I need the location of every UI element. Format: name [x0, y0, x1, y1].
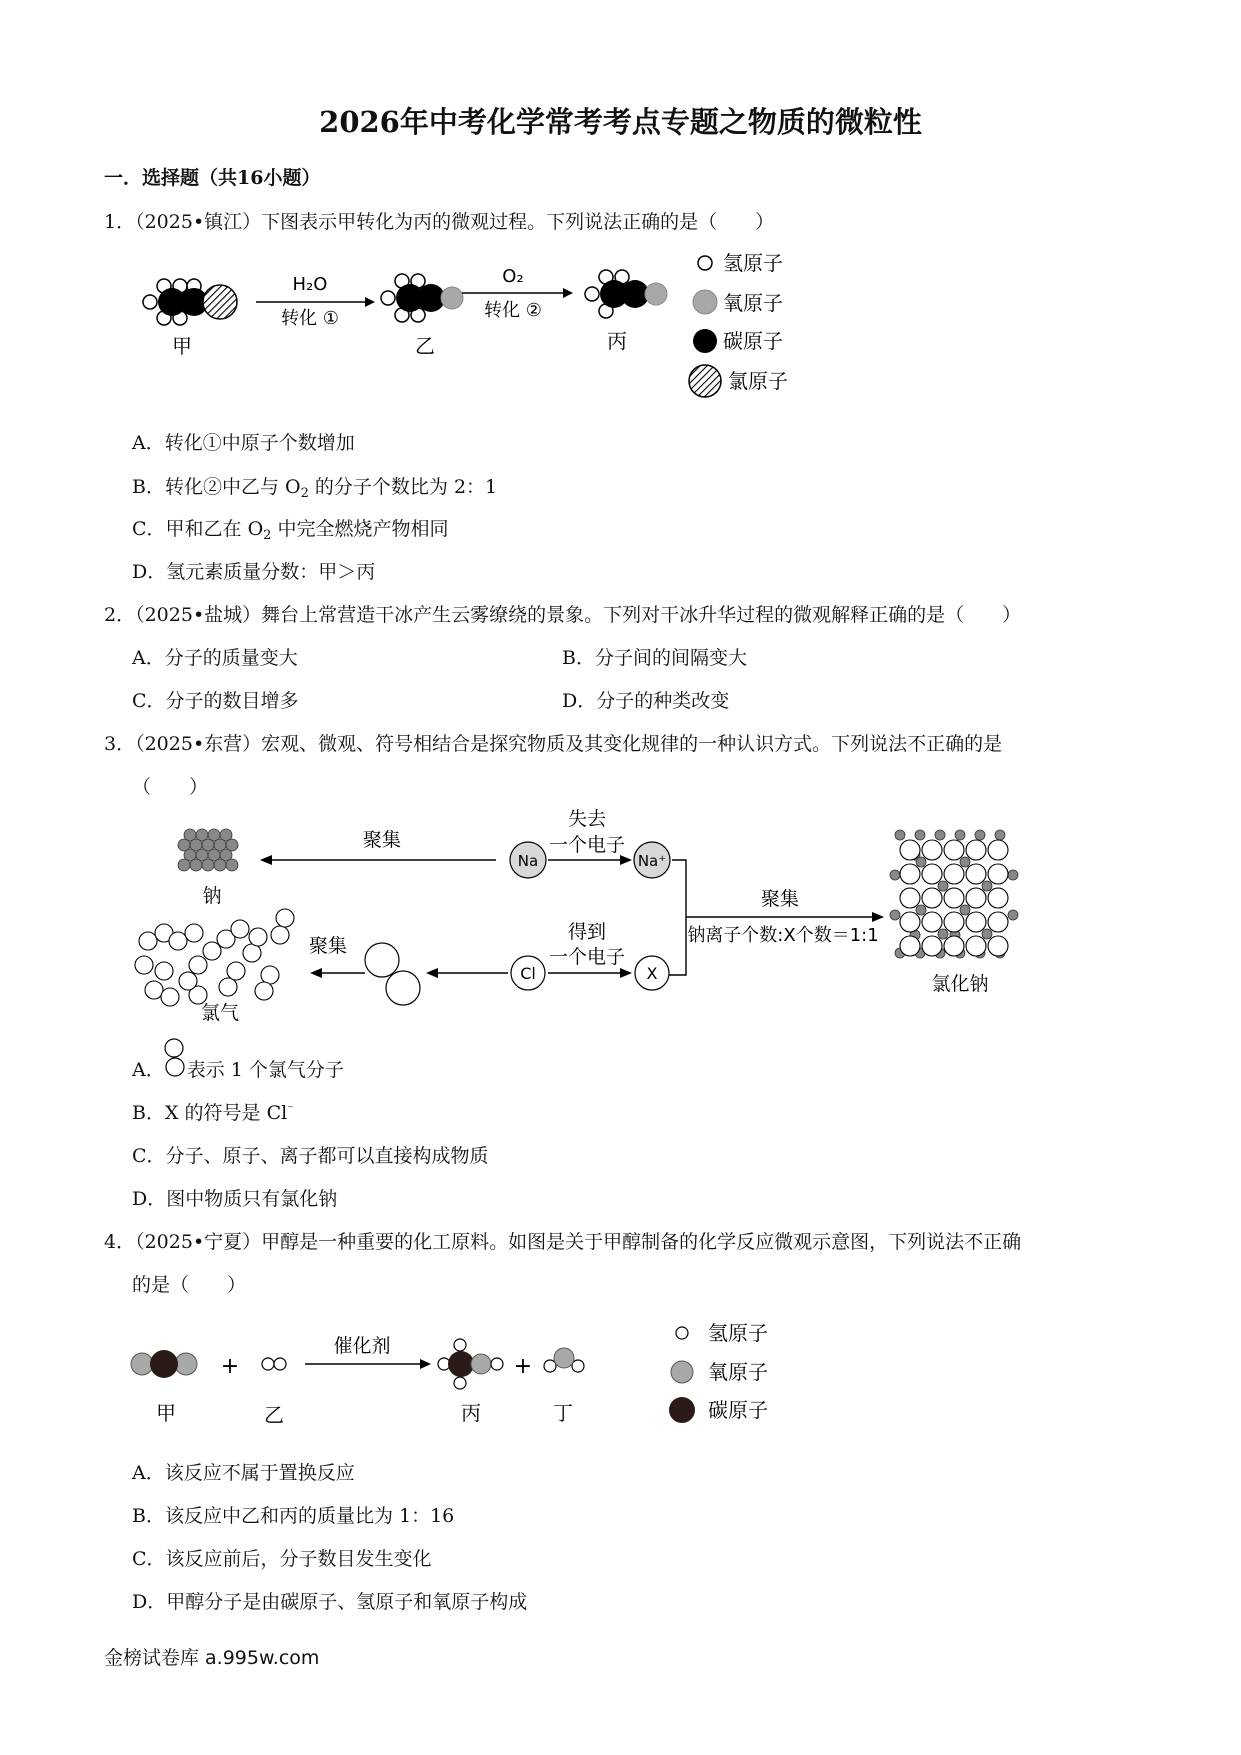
ratio-label: 钠离子个数:X个数＝1:1	[687, 925, 879, 946]
gather-label-3: 聚集	[760, 888, 800, 910]
molecule-yi	[381, 274, 463, 322]
chlorine-gas	[135, 909, 294, 1006]
q4-legend-carbon: 碳原子	[708, 1398, 768, 1422]
arrow1-bottom-label: 转化 ①	[281, 308, 339, 329]
label-chlorine: 氯气	[200, 1002, 240, 1024]
q4-option-d: D．甲醇分子是由碳原子、氢原子和氧原子构成	[132, 1591, 528, 1613]
q4-legend	[669, 1321, 768, 1423]
cl2-atom-1	[365, 943, 399, 977]
plus-2: +	[513, 1354, 533, 1379]
q1-stem: 1．（2025•镇江）下图表示甲转化为丙的微观过程。下列说法正确的是（ ）	[104, 211, 775, 233]
q3-option-a: A． 表示 1 个氯气分子	[132, 1055, 344, 1082]
molecule-bing	[585, 270, 667, 318]
q1-option-a: A．转化①中原子个数增加	[132, 432, 355, 454]
na-symbol: Na	[517, 852, 539, 870]
q1-option-b: B．转化②中乙与 $O_2$ 的分子个数比为 2：1	[132, 476, 498, 501]
q2-option-d: D．分子的种类改变	[562, 690, 730, 712]
gain-label-2: 一个电子	[548, 946, 626, 968]
q4-diagram	[120, 1300, 820, 1440]
q1-option-c: C．甲和乙在 $O_2$ 中完全燃烧产物相同	[132, 518, 449, 543]
label-nacl: 氯化钠	[931, 973, 989, 995]
q4-label-ding: 丁	[553, 1401, 573, 1425]
q3-stem-cont: （ ）	[132, 776, 209, 798]
cl2-atom-2	[386, 971, 420, 1005]
gain-label-1: 得到	[567, 921, 607, 943]
q4-option-a: A．该反应不属于置换反应	[132, 1462, 355, 1484]
page-title: 2026年中考化学常考考点专题之物质的微粒性	[319, 105, 922, 139]
q4-molecule-ding	[544, 1348, 584, 1372]
na-ion-symbol: Na⁺	[637, 852, 667, 870]
q4-molecule-yi	[262, 1358, 286, 1370]
q1-option-d: D．氢元素质量分数：甲＞丙	[132, 561, 376, 583]
lose-label-1: 失去	[567, 808, 607, 830]
plus-1: +	[220, 1354, 240, 1379]
nacl-lattice	[890, 830, 1018, 958]
arrow2-bottom-label: 转化 ②	[484, 300, 542, 321]
q4-legend-oxygen: 氧原子	[708, 1360, 768, 1384]
legend-hydrogen: 氢原子	[723, 251, 783, 275]
legend-oxygen: 氧原子	[723, 291, 783, 315]
q4-stem: 4．（2025•宁夏）甲醇是一种重要的化工原料。如图是关于甲醇制备的化学反应微观示意图，下列说法不正确	[104, 1231, 1022, 1253]
q4-option-c: C．该反应前后，分子数目发生变化	[132, 1548, 432, 1570]
label-jia: 甲	[172, 334, 192, 358]
q2-option-c: C．分子的数目增多	[132, 690, 299, 712]
q1-legend	[689, 251, 788, 397]
q4-molecule-jia	[131, 1350, 197, 1378]
label-sodium: 钠	[202, 885, 222, 907]
gather-label-2: 聚集	[308, 935, 348, 957]
label-bing: 丙	[607, 329, 627, 353]
legend-chlorine: 氯原子	[728, 369, 788, 393]
q1-diagram	[120, 238, 920, 398]
q3-option-b: B．X 的符号是 Cl⁻	[132, 1102, 294, 1124]
q4-label-jia: 甲	[156, 1401, 176, 1425]
q4-legend-hydrogen: 氢原子	[708, 1321, 768, 1345]
q2-stem: 2．（2025•盐城）舞台上常营造干冰产生云雾缭绕的景象。下列对干冰升华过程的微观解释正确的是（ ）	[104, 604, 1022, 626]
q4-molecule-bing	[438, 1339, 503, 1389]
catalyst-label: 催化剂	[333, 1335, 391, 1357]
lose-label-2: 一个电子	[548, 834, 626, 856]
q2-option-b: B．分子间的间隔变大	[562, 647, 747, 669]
label-yi: 乙	[415, 334, 435, 358]
q3-option-d: D．图中物质只有氯化钠	[132, 1188, 338, 1210]
footer-source: 金榜试卷库 a.995w.com	[104, 1647, 320, 1669]
cl-symbol: Cl	[520, 964, 536, 983]
q2-option-a: A．分子的质量变大	[132, 647, 298, 669]
arrow2-top-label: O₂	[502, 266, 524, 287]
section-heading: 一．选择题（共16小题）	[104, 167, 321, 189]
cl2-molecule-icon	[163, 1037, 187, 1081]
q4-label-bing: 丙	[461, 1401, 481, 1425]
gather-label-1: 聚集	[362, 829, 402, 851]
x-symbol: X	[646, 964, 658, 983]
sodium-lattice	[178, 829, 238, 871]
q3-stem: 3．（2025•东营）宏观、微观、符号相结合是探究物质及其变化规律的一种认识方式。下列说法不正确的是	[104, 733, 1003, 755]
q3-option-c: C．分子、原子、离子都可以直接构成物质	[132, 1145, 489, 1167]
arrow1-top-label: H₂O	[292, 274, 328, 295]
q4-label-yi: 乙	[264, 1403, 284, 1427]
legend-carbon: 碳原子	[723, 329, 783, 353]
q4-option-b: B．该反应中乙和丙的质量比为 1：16	[132, 1505, 455, 1527]
q3-diagram	[120, 805, 1040, 1040]
q4-stem-cont: 的是（ ）	[132, 1274, 247, 1296]
molecule-jia	[143, 279, 237, 325]
